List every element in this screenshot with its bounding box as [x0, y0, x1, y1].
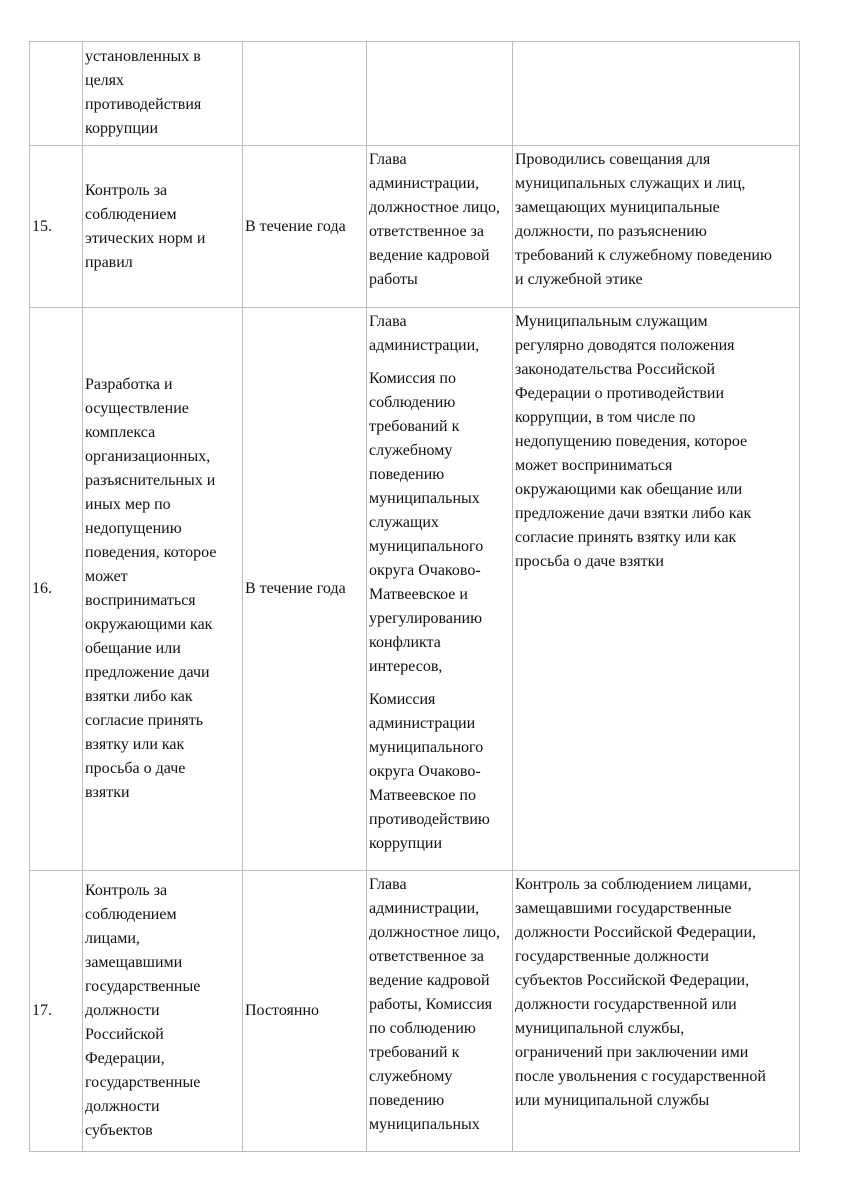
result-cell: [513, 871, 800, 1152]
table-row: [30, 146, 800, 308]
term-cell: Постоянно: [243, 871, 367, 1152]
responsible-cell: [367, 308, 513, 871]
row-number-cell: 16.: [30, 308, 83, 871]
responsible-text: Глава администрации, должностное лицо, ответственное за ведение кадровой работы, Комиссия по соблюдению требований к служебному поведению муниципальных: [369, 876, 500, 1133]
term-cell: В течение года: [243, 308, 367, 871]
responsible-text: Комиссия администрации муниципального округа Очаково- Матвеевское по противодействию коррупции: [369, 691, 490, 852]
row-number-cell: 17.: [30, 871, 83, 1152]
measure-name-text: Контроль за соблюдением этических норм и правил: [85, 181, 206, 271]
result-cell: [513, 146, 800, 308]
result-text: Проводились совещания для муниципальных служащих и лиц, замещающих муниципальные должности, по разъяснению требований к служебному поведению и служебной этике: [515, 151, 772, 288]
measure-name-cell: [83, 146, 243, 308]
measure-name-text: установленных в целях противодействия коррупции: [85, 48, 202, 137]
term-cell: В течение года: [243, 146, 367, 308]
measure-name-cell: [83, 308, 243, 871]
responsible-cell: [367, 871, 513, 1152]
result-text: Контроль за соблюдением лицами, замещавшими государственные должности Российской Федерации, государственные должности субъектов Российской Федерации, должности государственной или муниципальной службы, ограничений при заключении ими после увольнения с государственной или муниципальной службы: [515, 876, 766, 1109]
measure-name-text: Разработка и осуществление комплекса организационных, разъяснительных и иных мер по недопущению поведения, которое может восприниматься окружающими как обещание или предложение дачи взятки либо как согласие принять взятку или как просьба о даче взятки: [85, 376, 217, 801]
responsible-text: Глава администрации,: [369, 313, 480, 354]
responsible-cell: [367, 146, 513, 308]
row-number-cell: [30, 42, 83, 146]
responsible-cell: [367, 42, 513, 146]
anticorruption-plan-table: [29, 41, 800, 1152]
result-cell: [513, 308, 800, 871]
result-cell: [513, 42, 800, 146]
table-row: [30, 308, 800, 871]
table-row: [30, 871, 800, 1152]
measure-name-cell: [83, 871, 243, 1152]
measure-name-text: Контроль за соблюдением лицами, замещавшими государственные должности Российской Федерации, государственные должности субъектов: [85, 882, 201, 1139]
table-row: [30, 42, 800, 146]
measure-name-cell: [83, 42, 243, 146]
term-cell: [243, 42, 367, 146]
responsible-text: Комиссия по соблюдению требований к служебному поведению муниципальных служащих муниципального округа Очаково- Матвеевское и урегулированию конфликта интересов,: [369, 370, 484, 675]
result-text: Муниципальным служащим регулярно доводятся положения законодательства Российской Федерации о противодействии коррупции, в том числе по недопущению поведения, которое может восприниматься окружающими как обещание или предложение дачи взятки либо как согласие принять взятку или как просьба о даче взятки: [515, 313, 752, 570]
responsible-text: Глава администрации, должностное лицо, ответственное за ведение кадровой работы: [369, 151, 500, 288]
row-number-cell: 15.: [30, 146, 83, 308]
